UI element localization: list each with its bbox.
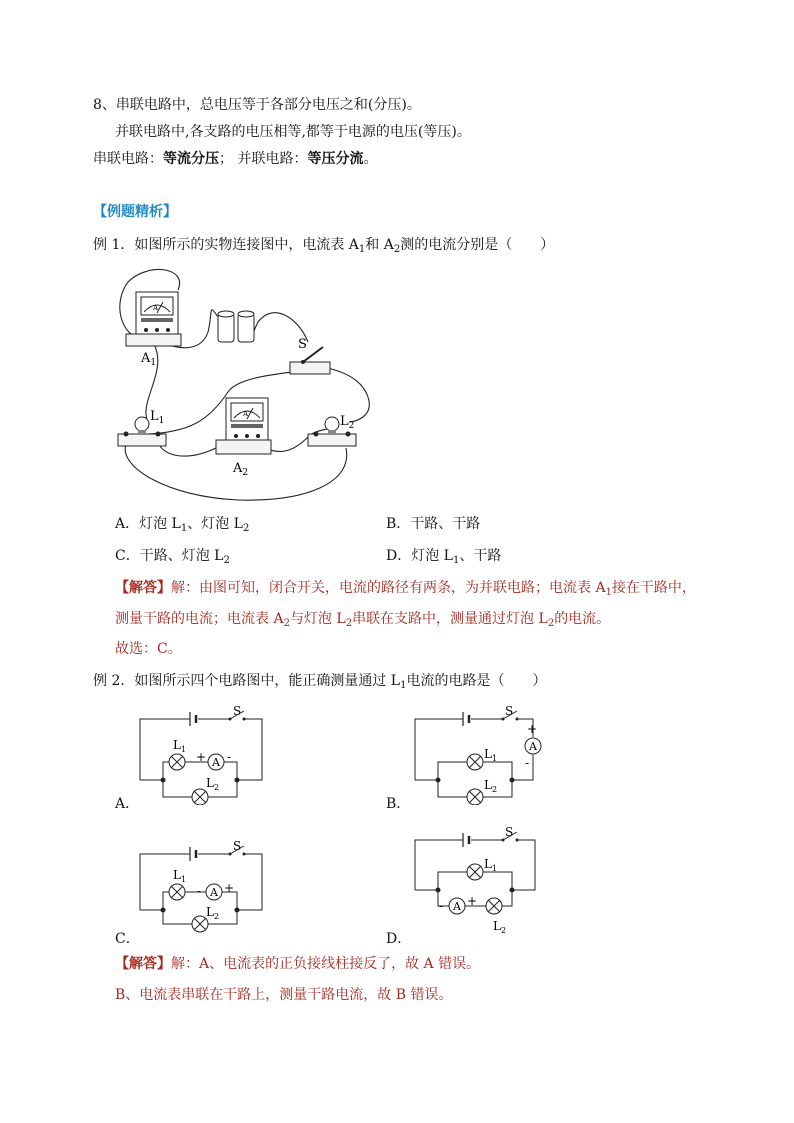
svg-text:S: S (298, 337, 307, 352)
svg-text:A: A (212, 756, 220, 769)
ex1-option-b[interactable]: B．干路、干路 (386, 516, 481, 532)
summary-parallel-rule: 等压分流 (307, 151, 364, 167)
summary-series-rule: 等流分压 (163, 151, 219, 167)
summary-series-label: 串联电路： (93, 151, 163, 167)
ex1-answer-line1: 【解答】解：由图可知，闭合开关，电流的路径有两条，为并联电路；电流表 $A_1$接在干路中， (115, 580, 696, 598)
note-8-line1: 8、串联电路中，总电压等于各部分电压之和(分压)。 (93, 97, 421, 113)
label-a2: $A_2$ (233, 461, 249, 478)
svg-text:A: A (243, 410, 249, 418)
ex2-circuit-a (130, 705, 270, 805)
svg-text:A: A (210, 886, 218, 899)
svg-text:L1: $L_1$ (173, 868, 187, 884)
ex2-circuit-d (405, 822, 555, 937)
svg-text:S: S (233, 705, 242, 718)
ex2-circuit-c (130, 840, 270, 940)
ex1-choice: 故选：C。 (115, 641, 182, 657)
lamp-l2 (308, 414, 356, 446)
switch-s (290, 337, 330, 374)
ammeter-a1 (126, 292, 181, 346)
ex1-q-text: 例 1．如图所示的实物连接图中，电流表 A (93, 237, 359, 253)
svg-text:A: A (529, 740, 537, 753)
svg-text:L2: $L_2$ (206, 905, 220, 921)
svg-text:-: - (525, 756, 530, 770)
note-summary (93, 150, 377, 168)
ex2-option-a[interactable]: A． (115, 796, 140, 812)
svg-text:L1: $L_1$ (484, 747, 498, 763)
svg-text:A: A (453, 900, 461, 913)
svg-text:L2: $L_2$ (206, 776, 220, 792)
svg-text:+: + (527, 722, 538, 736)
ex1-q-text: 测的电流分别是（ ） (400, 237, 555, 253)
svg-text:S: S (233, 840, 242, 853)
svg-text:+: + (467, 894, 478, 908)
note-8-line2: 并联电路中,各支路的电压相等,都等于电源的电压(等压)。 (115, 124, 471, 140)
ex2-question: 例 2．如图所示四个电路图中，能正确测量通过 $L_1$电流的电路是（ ） (93, 673, 547, 691)
svg-text:L1: $L_1$ (173, 738, 187, 754)
svg-text:L1: $L_1$ (150, 409, 165, 426)
svg-text:+: + (196, 750, 207, 764)
lamp-l1 (118, 409, 166, 446)
ex1-option-c[interactable]: C．干路、灯泡 $L_2$ (115, 548, 230, 566)
ex1-option-a[interactable]: A．灯泡 $L_1$、灯泡 $L_2$ (115, 516, 250, 534)
section-heading: 【例题精析】 (93, 204, 177, 220)
ex2-answer-line2: B、电流表串联在干路上，测量干路电流，故 B 错误。 (115, 987, 453, 1003)
ammeter-a2 (216, 398, 271, 454)
ex1-q-text: 和 A (365, 237, 394, 253)
ex2-answer-line1: 【解答】解：A、电流表的正负接线柱接反了，故 A 错误。 (115, 956, 481, 972)
ex2-option-b[interactable]: B． (386, 796, 411, 812)
svg-text:L2: $L_2$ (340, 414, 355, 431)
summary-end: 。 (363, 151, 378, 167)
ex1-q-sub: 1 (358, 244, 366, 255)
svg-text:A: A (153, 304, 159, 312)
ex1-option-d[interactable]: D．灯泡 $L_1$、干路 (386, 548, 502, 566)
svg-text:S: S (505, 825, 514, 839)
svg-text:-: - (227, 750, 232, 764)
svg-text:L2: $L_2$ (493, 919, 507, 935)
battery-cells (218, 311, 254, 342)
svg-text:L1: $L_1$ (484, 857, 498, 873)
svg-text:-: - (439, 899, 444, 913)
ex2-option-c[interactable]: C． (115, 931, 140, 947)
ex1-question (93, 236, 554, 254)
ex1-q-sub: 2 (393, 244, 401, 255)
ex2-option-d[interactable]: D． (386, 931, 412, 947)
svg-text:S: S (505, 705, 514, 718)
svg-text:-: - (197, 884, 202, 898)
label-a1: $A_1$ (141, 351, 157, 368)
svg-text:L2: $L_2$ (484, 778, 498, 794)
summary-parallel-label: ； 并联电路： (219, 151, 308, 167)
ex2-circuit-b (405, 705, 555, 805)
svg-text:+: + (224, 881, 235, 895)
ex1-answer-line2: 测量干路的电流；电流表 $A_2$与灯泡 $L_2$串联在支路中，测量通过灯泡 $L_2$的电流。 (115, 611, 611, 629)
ex1-physical-circuit-figure (108, 262, 398, 512)
